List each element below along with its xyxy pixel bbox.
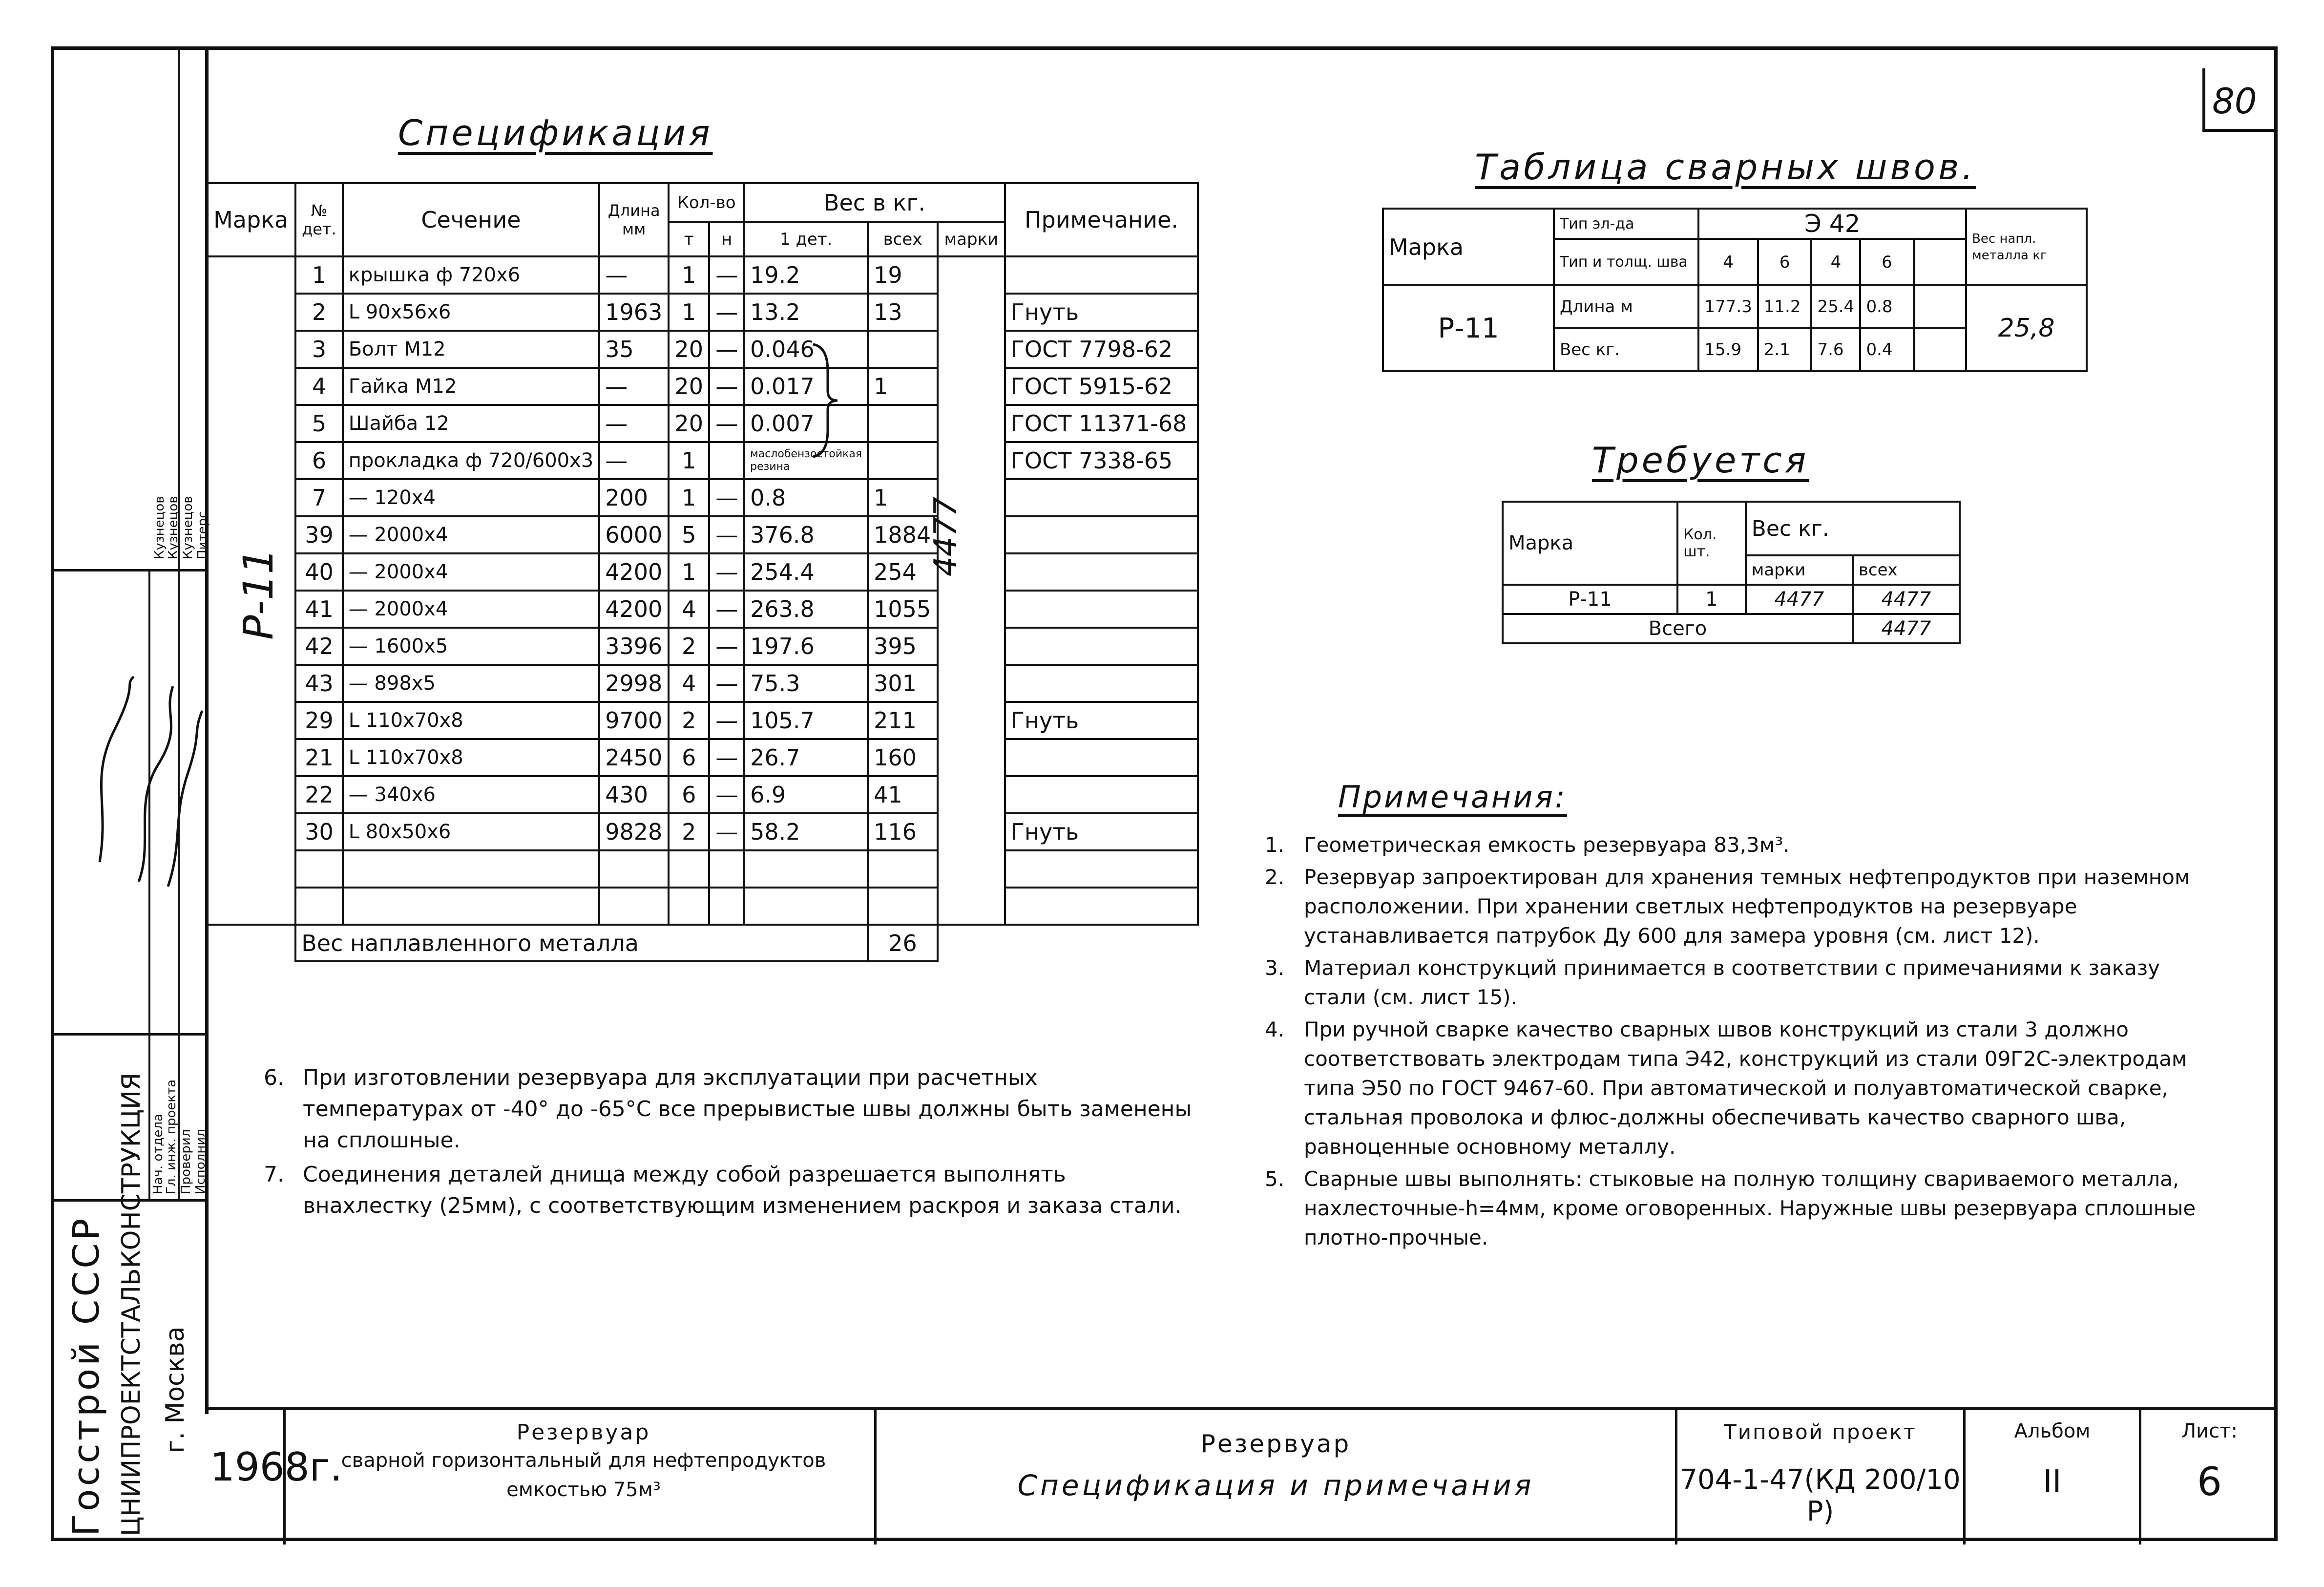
note-item <box>1265 953 2207 1012</box>
cell-pos: 2 <box>295 294 342 331</box>
cell-note <box>1005 628 1198 665</box>
note-number: 7. <box>264 1162 284 1187</box>
cell-all: 1884 <box>868 516 938 553</box>
note-text: Материал конструкций принимается в соответствии с примечаниями к заказу стали (см. лист 15). <box>1304 956 2160 1009</box>
cell-pos: 7 <box>295 479 342 516</box>
cell-section: крышка ф 720х6 <box>343 256 600 294</box>
table-row <box>206 850 1198 888</box>
cell-note: ГОСТ 5915-62 <box>1005 368 1198 405</box>
col-mark: Марка <box>206 183 295 256</box>
cell-t: 20 <box>669 331 709 368</box>
name-2: Кузнецов <box>166 496 181 559</box>
notes-list-left <box>264 1062 1201 1225</box>
cell-note: Гнуть <box>1005 813 1198 850</box>
table-row <box>206 368 1198 405</box>
role-2: Гл. инж. проекта <box>164 1079 179 1194</box>
req-w-mark: 4477 <box>1746 585 1853 614</box>
weld-table <box>1382 208 2088 372</box>
col-w-one: 1 дет. <box>744 222 868 256</box>
weld-mark-header: Марка <box>1383 209 1554 285</box>
cell-t: 1 <box>669 442 709 479</box>
spec-mark-value: Р-11 <box>234 548 282 640</box>
note-item <box>264 1159 1201 1222</box>
cell-n <box>709 888 744 925</box>
weld-length-1: 177.3 <box>1698 285 1758 328</box>
cell-n: — <box>709 294 744 331</box>
req-h-w-all: всех <box>1853 555 1960 585</box>
cell-section <box>343 850 600 888</box>
table-row <box>206 294 1198 331</box>
req-h-w-mark: марки <box>1746 555 1853 585</box>
title-block <box>205 1407 2278 1541</box>
cell-note <box>1005 479 1198 516</box>
cell-n: — <box>709 776 744 813</box>
weld-weight-3: 7.6 <box>1811 328 1860 371</box>
cell-pos: 1 <box>295 256 342 294</box>
role-3: Проверил <box>179 1129 193 1194</box>
cell-section: Болт М12 <box>343 331 600 368</box>
cell-length: 200 <box>599 479 669 516</box>
cell-length: — <box>599 256 669 294</box>
cell-note: Гнуть <box>1005 702 1198 739</box>
cell-length: 1963 <box>599 294 669 331</box>
cell-all: 1 <box>868 368 938 405</box>
table-row <box>206 702 1198 739</box>
cell-n <box>709 850 744 888</box>
cell-pos: 39 <box>295 516 342 553</box>
seam-4: 6 <box>1860 239 1913 285</box>
cell-note <box>1005 553 1198 591</box>
cell-t: 6 <box>669 776 709 813</box>
name-4: Питерс <box>195 511 210 559</box>
cell-one: маслобензостойкая резина <box>744 442 868 479</box>
cell-one: 26.7 <box>744 739 868 776</box>
cell-section: — 340х6 <box>343 776 600 813</box>
org-name-1: Госстрой СССР <box>65 1215 107 1536</box>
signatures <box>80 657 207 901</box>
welds-title: Таблица сварных швов. <box>1475 147 1976 188</box>
cell-all: 1 <box>868 479 938 516</box>
cell-pos: 30 <box>295 813 342 850</box>
stamp-year: 1968г. <box>210 1444 343 1490</box>
corner-sheet-number: 80 <box>2212 81 2257 122</box>
cell-t: 1 <box>669 553 709 591</box>
weld-type-thick: Тип и толщ. шва <box>1554 239 1698 285</box>
cell-all: 41 <box>868 776 938 813</box>
cell-n: — <box>709 405 744 442</box>
weld-type-el: Тип эл-да <box>1554 209 1698 239</box>
cell-section: — 120х4 <box>343 479 600 516</box>
cell-all <box>868 331 938 368</box>
cell-t: 1 <box>669 256 709 294</box>
org-name-2: ЦНИИПРОЕКТСТАЛЬКОНСТРУКЦИЯ <box>117 1073 146 1536</box>
cell-pos: 40 <box>295 553 342 591</box>
cell-length: 35 <box>599 331 669 368</box>
spec-table <box>205 182 1199 962</box>
table-row <box>206 516 1198 553</box>
cell-n: — <box>709 368 744 405</box>
cell-length: 3396 <box>599 628 669 665</box>
note-text: Соединения деталей днища между собой разрешается выполнять внахлестку (25мм), с соответствующим изменением раскроя и заказа стали. <box>303 1162 1182 1218</box>
cell-one: 6.9 <box>744 776 868 813</box>
cell-section: прокладка ф 720/600х3 <box>343 442 600 479</box>
cell-t: 1 <box>669 479 709 516</box>
req-total: 4477 <box>1853 614 1960 643</box>
table-row <box>206 739 1198 776</box>
cell-pos: 29 <box>295 702 342 739</box>
stamp-object-title: Резервуар <box>516 1420 651 1445</box>
cell-one <box>744 850 868 888</box>
req-h-qty: Кол. шт. <box>1677 502 1746 585</box>
required-table <box>1502 501 1961 644</box>
role-4: Исполнил <box>193 1129 208 1194</box>
deposit-value: 26 <box>868 925 938 961</box>
note-item <box>264 1062 1201 1156</box>
note-text: Резервуар запроектирован для хранения темных нефтепродуктов при наземном расположении. При хранении светлых нефтепродуктов на резервуаре устанавливается патрубок Ду 600 для замера уровня (см. лист 12). <box>1304 865 2190 948</box>
cell-section: — 2000х4 <box>343 553 600 591</box>
cell-t: 1 <box>669 294 709 331</box>
table-row <box>206 479 1198 516</box>
cell-one: 19.2 <box>744 256 868 294</box>
cell-n: — <box>709 553 744 591</box>
cell-note <box>1005 516 1198 553</box>
seam-3: 4 <box>1811 239 1860 285</box>
cell-t: 4 <box>669 591 709 628</box>
cell-all <box>868 888 938 925</box>
seam-1: 4 <box>1698 239 1758 285</box>
cell-t: 20 <box>669 368 709 405</box>
cell-t: 5 <box>669 516 709 553</box>
cell-pos: 3 <box>295 331 342 368</box>
cell-pos: 5 <box>295 405 342 442</box>
cell-pos <box>295 850 342 888</box>
note-text: При изготовлении резервуара для эксплуатации при расчетных температурах от -40° до -65°С все прерывистые швы должны быть заменены на сплошные. <box>303 1065 1192 1153</box>
cell-length: 4200 <box>599 591 669 628</box>
stamp-album-value: II <box>2043 1464 2062 1500</box>
notes-title: Примечания: <box>1338 779 1567 815</box>
cell-length <box>599 888 669 925</box>
col-weight: Вес в кг. <box>744 183 1005 222</box>
cell-all: 160 <box>868 739 938 776</box>
cell-t: 4 <box>669 665 709 702</box>
stamp-sheet-title-2: Спецификация и примечания <box>1017 1469 1534 1502</box>
cell-pos <box>295 888 342 925</box>
cell-t: 2 <box>669 702 709 739</box>
cell-section: — 898х5 <box>343 665 600 702</box>
name-1: Кузнецов <box>152 496 167 559</box>
weld-total: 25,8 <box>1966 285 2087 371</box>
cell-one: 254.4 <box>744 553 868 591</box>
col-w-mark: марки <box>938 222 1005 256</box>
cell-pos: 6 <box>295 442 342 479</box>
table-row <box>206 776 1198 813</box>
cell-one <box>744 888 868 925</box>
cell-n: — <box>709 591 744 628</box>
cell-n: — <box>709 813 744 850</box>
cell-n: — <box>709 331 744 368</box>
cell-n: — <box>709 256 744 294</box>
cell-all: 254 <box>868 553 938 591</box>
req-h-mark: Марка <box>1503 502 1677 585</box>
cell-all: 1055 <box>868 591 938 628</box>
side-strip <box>51 46 209 1541</box>
col-qty-n: н <box>709 222 744 256</box>
cell-note <box>1005 739 1198 776</box>
stamp-sheet-value: 6 <box>2197 1459 2222 1504</box>
table-row <box>206 331 1198 368</box>
cell-all <box>868 442 938 479</box>
stamp-project-code: 704-1-47(КД 200/10 Р) <box>1680 1464 1961 1527</box>
table-row <box>206 256 1198 294</box>
cell-all: 211 <box>868 702 938 739</box>
cell-length: — <box>599 442 669 479</box>
req-total-label: Всего <box>1503 614 1853 643</box>
cell-length <box>599 850 669 888</box>
note-item <box>1265 863 2207 951</box>
cell-note: ГОСТ 7798-62 <box>1005 331 1198 368</box>
cell-pos: 22 <box>295 776 342 813</box>
cell-n: — <box>709 516 744 553</box>
cell-n: — <box>709 739 744 776</box>
weld-electrode: Э 42 <box>1698 209 1966 239</box>
cell-n <box>709 442 744 479</box>
bolt-brace <box>811 342 840 459</box>
cell-pos: 42 <box>295 628 342 665</box>
note-number: 3. <box>1265 956 1285 980</box>
note-item <box>1265 1164 2207 1252</box>
cell-section: — 1600х5 <box>343 628 600 665</box>
cell-length: 2450 <box>599 739 669 776</box>
weld-length-3: 25.4 <box>1811 285 1860 328</box>
required-title: Требуется <box>1592 440 1809 481</box>
stamp-sheet-label: Лист: <box>2181 1420 2238 1442</box>
name-3: Кузнецов <box>181 496 195 559</box>
spec-mark-weight-cell <box>938 256 1005 925</box>
cell-length: — <box>599 405 669 442</box>
req-h-weight: Вес кг. <box>1746 502 1960 555</box>
cell-one: 0.046 <box>744 331 868 368</box>
cell-one: 75.3 <box>744 665 868 702</box>
cell-section: Шайба 12 <box>343 405 600 442</box>
cell-note <box>1005 888 1198 925</box>
cell-section: L 90х56х6 <box>343 294 600 331</box>
table-row <box>206 665 1198 702</box>
table-row <box>206 628 1198 665</box>
cell-section: L 80х50х6 <box>343 813 600 850</box>
weld-deposit-header: Вес напл. металла кг <box>1966 209 2087 285</box>
cell-one: 105.7 <box>744 702 868 739</box>
cell-all: 13 <box>868 294 938 331</box>
cell-length: 6000 <box>599 516 669 553</box>
cell-one: 0.017 <box>744 368 868 405</box>
cell-n: — <box>709 628 744 665</box>
role-1: Нач. отдела <box>151 1114 166 1194</box>
note-text: Геометрическая емкость резервуара 83,3м³. <box>1304 833 1790 857</box>
note-text: При ручной сварке качество сварных швов конструкций из стали 3 должно соответствовать электродам типа Э42, конструкций из стали 09Г2С-электродам типа Э50 по ГОСТ 9467-60. При автоматической и полуавтоматической сварке, стальная проволока и флюс-должны обеспечивать качество сварного шва, равноценные основному металлу. <box>1304 1017 2187 1159</box>
col-w-all: всех <box>868 222 938 256</box>
note-number: 2. <box>1265 865 1285 889</box>
cell-pos: 41 <box>295 591 342 628</box>
req-w-all: 4477 <box>1853 585 1960 614</box>
cell-all: 301 <box>868 665 938 702</box>
table-row <box>206 442 1198 479</box>
cell-length: 2998 <box>599 665 669 702</box>
cell-note <box>1005 776 1198 813</box>
table-row <box>206 405 1198 442</box>
deposit-label: Вес наплавленного металла <box>295 925 868 961</box>
col-section: Сечение <box>343 183 600 256</box>
cell-pos: 21 <box>295 739 342 776</box>
cell-section: L 110х70х8 <box>343 702 600 739</box>
weld-weight-label: Вес кг. <box>1554 328 1698 371</box>
cell-n: — <box>709 702 744 739</box>
cell-one: 0.8 <box>744 479 868 516</box>
cell-length: 430 <box>599 776 669 813</box>
cell-section: — 2000х4 <box>343 591 600 628</box>
cell-all <box>868 405 938 442</box>
stamp-project-label: Типовой проект <box>1724 1420 1917 1444</box>
table-row <box>206 553 1198 591</box>
weld-length-2: 11.2 <box>1758 285 1812 328</box>
col-pos: № дет. <box>295 183 342 256</box>
stamp-object-capacity: емкостью 75м³ <box>506 1479 661 1501</box>
cell-n: — <box>709 479 744 516</box>
cell-pos: 4 <box>295 368 342 405</box>
seam-2: 6 <box>1758 239 1812 285</box>
cell-length: 9700 <box>599 702 669 739</box>
cell-note: Гнуть <box>1005 294 1198 331</box>
cell-note: ГОСТ 7338-65 <box>1005 442 1198 479</box>
note-number: 5. <box>1265 1167 1285 1191</box>
spec-title: Спецификация <box>398 112 713 153</box>
cell-t: 6 <box>669 739 709 776</box>
cell-length: — <box>599 368 669 405</box>
weld-weight-1: 15.9 <box>1698 328 1758 371</box>
cell-one: 58.2 <box>744 813 868 850</box>
col-qty: Кол-во <box>669 183 744 222</box>
cell-one: 263.8 <box>744 591 868 628</box>
cell-t: 2 <box>669 813 709 850</box>
cell-note <box>1005 665 1198 702</box>
note-number: 6. <box>264 1065 284 1090</box>
org-city: г. Москва <box>161 1326 190 1453</box>
cell-n: — <box>709 665 744 702</box>
note-item <box>1265 830 2207 860</box>
cell-note <box>1005 591 1198 628</box>
cell-all: 395 <box>868 628 938 665</box>
table-row <box>206 888 1198 925</box>
cell-section: Гайка М12 <box>343 368 600 405</box>
note-number: 4. <box>1265 1017 1285 1041</box>
cell-note: ГОСТ 11371-68 <box>1005 405 1198 442</box>
cell-all: 116 <box>868 813 938 850</box>
cell-length: 4200 <box>599 553 669 591</box>
cell-section: L 110х70х8 <box>343 739 600 776</box>
req-qty: 1 <box>1677 585 1746 614</box>
weld-weight-4: 0.4 <box>1860 328 1913 371</box>
cell-length: 9828 <box>599 813 669 850</box>
cell-all: 19 <box>868 256 938 294</box>
note-item <box>1265 1015 2207 1162</box>
weld-weight-2: 2.1 <box>1758 328 1812 371</box>
stamp-album-label: Альбом <box>2014 1420 2091 1442</box>
cell-one: 0.007 <box>744 405 868 442</box>
cell-section <box>343 888 600 925</box>
col-note: Примечание. <box>1005 183 1198 256</box>
cell-t <box>669 888 709 925</box>
notes-list <box>1265 830 2207 1255</box>
cell-one: 197.6 <box>744 628 868 665</box>
weld-mark: Р-11 <box>1383 285 1554 371</box>
weld-length-label: Длина м <box>1554 285 1698 328</box>
spec-mark-weight: 4477 <box>928 497 964 576</box>
note-text: Сварные швы выполнять: стыковые на полную толщину свариваемого металла, нахлесточные-h=4мм, кроме оговоренных. Наружные швы резервуара сплошные плотно-прочные. <box>1304 1167 2196 1249</box>
cell-one: 13.2 <box>744 294 868 331</box>
cell-section: — 2000х4 <box>343 516 600 553</box>
cell-t: 2 <box>669 628 709 665</box>
cell-one: 376.8 <box>744 516 868 553</box>
note-number: 1. <box>1265 833 1285 857</box>
weld-length-4: 0.8 <box>1860 285 1913 328</box>
table-row <box>206 591 1198 628</box>
col-length: Длина мм <box>599 183 669 256</box>
cell-pos: 43 <box>295 665 342 702</box>
stamp-object-desc: сварной горизонтальный для нефтепродуктов <box>341 1449 826 1472</box>
cell-note <box>1005 850 1198 888</box>
table-row <box>206 813 1198 850</box>
col-qty-t: т <box>669 222 709 256</box>
req-mark: Р-11 <box>1503 585 1677 614</box>
cell-t <box>669 850 709 888</box>
cell-all <box>868 850 938 888</box>
cell-note <box>1005 256 1198 294</box>
stamp-sheet-title-1: Резервуар <box>1200 1430 1351 1458</box>
cell-t: 20 <box>669 405 709 442</box>
